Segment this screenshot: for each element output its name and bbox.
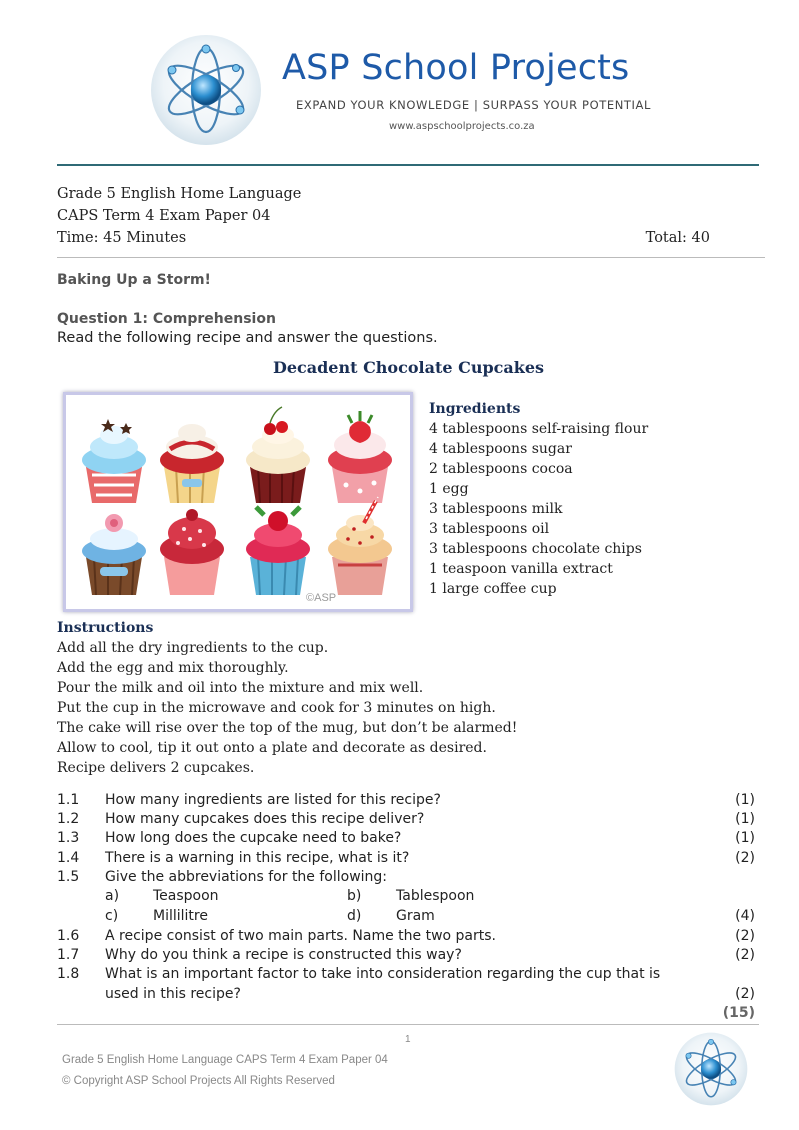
recipe-title: Decadent Chocolate Cupcakes [272, 358, 545, 377]
question-instruction: Read the following recipe and answer the questions. [57, 330, 438, 346]
question-total: (15) [722, 1005, 755, 1021]
brand-name: ASP School Projects [282, 48, 630, 88]
ingredient-item: 3 tablespoons chocolate chips [429, 541, 642, 557]
question-text: There is a warning in this recipe, what is it? [105, 850, 410, 866]
header-divider [57, 164, 759, 166]
instruction-step: Add the egg and mix thoroughly. [57, 660, 289, 676]
question-number: 1.2 [57, 811, 80, 827]
abbrev-label: d) [347, 908, 362, 924]
brand-tagline: EXPAND YOUR KNOWLEDGE | SURPASS YOUR POTENTIAL [296, 98, 652, 112]
abbrev-term: Tablespoon [396, 888, 475, 904]
instruction-step: The cake will rise over the top of the mug, but don’t be alarmed! [57, 720, 518, 736]
abbrev-label: b) [347, 888, 362, 904]
question-mark: (1) [735, 792, 755, 808]
instruction-step: Allow to cool, tip it out onto a plate and decorate as desired. [57, 740, 487, 756]
footer-paper-title: Grade 5 English Home Language CAPS Term 4 Exam Paper 04 [62, 1054, 388, 1066]
ingredient-item: 1 large coffee cup [429, 581, 557, 597]
grade-line: Grade 5 English Home Language [57, 186, 302, 202]
instruction-step: Pour the milk and oil into the mixture and mix well. [57, 680, 424, 696]
instruction-step: Put the cup in the microwave and cook for 3 minutes on high. [57, 700, 496, 716]
question-number: 1.8 [57, 966, 80, 982]
footer-divider [57, 1024, 759, 1025]
question-text: Why do you think a recipe is constructed this way? [105, 947, 462, 963]
cupcakes-illustration [66, 395, 410, 609]
ingredient-item: 3 tablespoons milk [429, 501, 563, 517]
question-mark: (2) [735, 947, 755, 963]
atom-logo-icon [150, 34, 262, 146]
question-text: A recipe consist of two main parts. Name the two parts. [105, 928, 497, 944]
question-mark: (2) [735, 928, 755, 944]
instructions-title: Instructions [57, 620, 154, 636]
ingredient-item: 3 tablespoons oil [429, 521, 550, 537]
website-url[interactable]: www.aspschoolprojects.co.za [389, 121, 535, 132]
meta-divider [57, 257, 765, 258]
question-text: Give the abbreviations for the following: [105, 869, 388, 885]
question-text: How many ingredients are listed for this recipe? [105, 792, 441, 808]
abbrev-term: Teaspoon [153, 888, 219, 904]
exam-paper-line: CAPS Term 4 Exam Paper 04 [57, 208, 271, 224]
ingredients-title: Ingredients [429, 401, 521, 417]
question-text-continued: used in this recipe? [105, 986, 241, 1002]
atom-logo-small-icon [674, 1032, 748, 1106]
question-mark: (1) [735, 811, 755, 827]
ingredient-item: 2 tablespoons cocoa [429, 461, 573, 477]
image-watermark: ©ASP [306, 592, 337, 604]
cupcakes-image [63, 392, 413, 612]
question-heading: Question 1: Comprehension [57, 311, 276, 327]
question-text: What is an important factor to take into consideration regarding the cup that is [105, 966, 661, 982]
question-number: 1.3 [57, 830, 80, 846]
footer-copyright: © Copyright ASP School Projects All Rights Reserved [62, 1075, 335, 1087]
abbrev-term: Gram [396, 908, 435, 924]
time-line: Time: 45 Minutes [57, 230, 187, 246]
question-number: 1.6 [57, 928, 80, 944]
question-text: How long does the cupcake need to bake? [105, 830, 402, 846]
question-mark: (1) [735, 830, 755, 846]
abbrev-term: Millilitre [153, 908, 208, 924]
page-number: 1 [405, 1034, 411, 1045]
question-number: 1.5 [57, 869, 80, 885]
abbrev-label: c) [105, 908, 119, 924]
question-text: How many cupcakes does this recipe deliver? [105, 811, 425, 827]
question-mark: (2) [735, 986, 755, 1002]
ingredient-item: 1 teaspoon vanilla extract [429, 561, 613, 577]
ingredient-item: 4 tablespoons sugar [429, 441, 572, 457]
instruction-step: Add all the dry ingredients to the cup. [57, 640, 329, 656]
question-mark: (2) [735, 850, 755, 866]
total-marks: Total: 40 [645, 230, 710, 246]
question-number: 1.1 [57, 792, 80, 808]
ingredient-item: 4 tablespoons self-raising flour [429, 421, 649, 437]
question-number: 1.7 [57, 947, 80, 963]
abbrev-label: a) [105, 888, 120, 904]
instruction-step: Recipe delivers 2 cupcakes. [57, 760, 255, 776]
section-title: Baking Up a Storm! [57, 272, 211, 288]
ingredient-item: 1 egg [429, 481, 469, 497]
question-mark: (4) [735, 908, 755, 924]
question-number: 1.4 [57, 850, 80, 866]
